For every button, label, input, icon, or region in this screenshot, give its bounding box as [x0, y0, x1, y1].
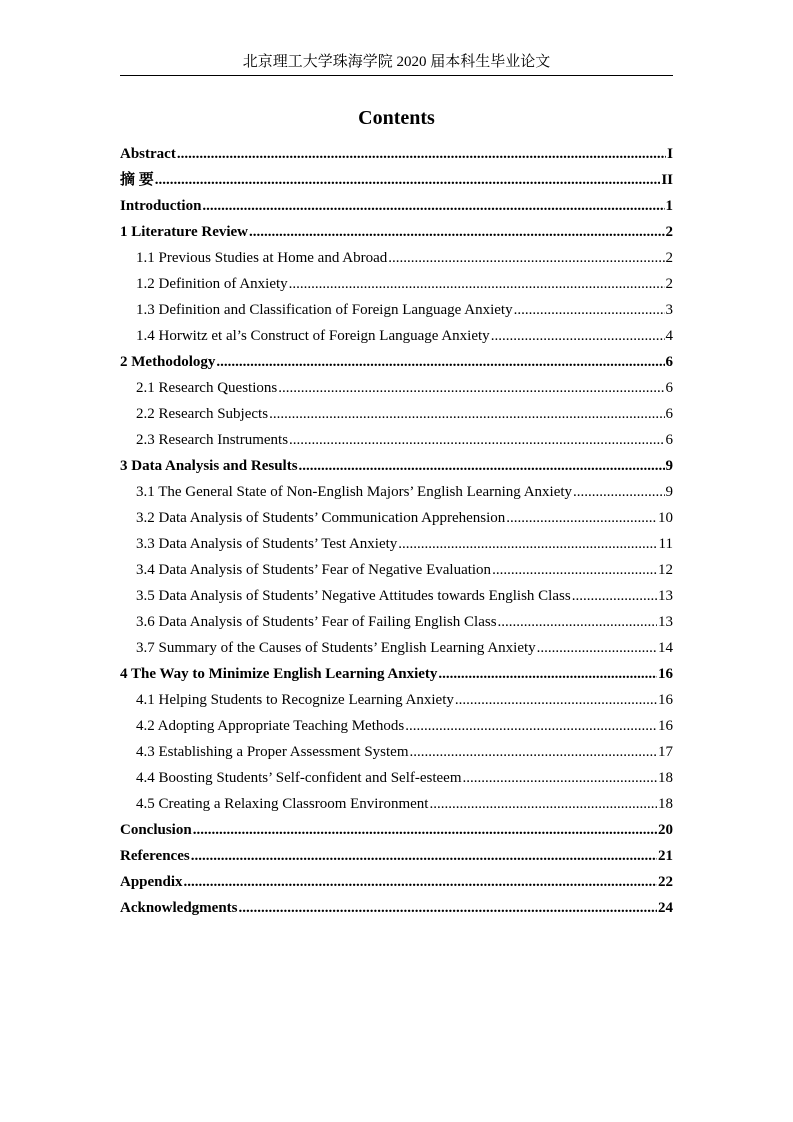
- toc-entry-page-number: 21: [658, 848, 673, 864]
- toc-entry[interactable]: [120, 505, 673, 531]
- toc-entry-page-number: I: [667, 146, 673, 162]
- toc-entry-page-number: 6: [665, 354, 673, 370]
- toc-entry-page-number: 6: [665, 380, 673, 396]
- toc-entry[interactable]: [120, 401, 673, 427]
- dot-leader: [463, 765, 658, 791]
- toc-entry-page-number: 16: [658, 718, 673, 734]
- toc-entry-label: 3.4 Data Analysis of Students’ Fear of Negative Evaluation: [136, 562, 492, 578]
- toc-entry[interactable]: [120, 687, 673, 713]
- toc-entry-page-number: 20: [658, 822, 673, 838]
- toc-entry[interactable]: [120, 869, 673, 895]
- page-title: Contents: [358, 107, 435, 129]
- toc-entry-label: 1 Literature Review: [120, 224, 249, 240]
- toc-entry[interactable]: [120, 531, 673, 557]
- toc-entry[interactable]: [120, 895, 673, 921]
- dot-leader: [491, 323, 665, 349]
- dot-leader: [429, 791, 657, 817]
- dot-leader: [239, 895, 657, 921]
- dot-leader: [193, 817, 657, 843]
- toc-entry-label: 3 Data Analysis and Results: [120, 458, 298, 474]
- toc-entry-page-number: 16: [658, 666, 673, 682]
- toc-entry[interactable]: [120, 609, 673, 635]
- toc-entry-label: 摘 要: [120, 172, 154, 188]
- toc-entry-label: 4.5 Creating a Relaxing Classroom Environment: [136, 796, 429, 812]
- toc-entry-label: 4.3 Establishing a Proper Assessment System: [136, 744, 409, 760]
- toc-entry-page-number: 13: [658, 588, 673, 604]
- toc-entry-page-number: II: [661, 172, 673, 188]
- dot-leader: [155, 167, 661, 193]
- toc-entry[interactable]: [120, 375, 673, 401]
- toc-entry-label: Abstract: [120, 146, 176, 162]
- toc-entry[interactable]: [120, 323, 673, 349]
- dot-leader: [438, 661, 657, 687]
- toc-entry-label: 4.4 Boosting Students’ Self-confident and Self-esteem: [136, 770, 462, 786]
- toc-entry[interactable]: [120, 297, 673, 323]
- toc-entry-label: 3.2 Data Analysis of Students’ Communication Apprehension: [136, 510, 506, 526]
- toc-entry-label: Introduction: [120, 198, 202, 214]
- toc-entry[interactable]: [120, 479, 673, 505]
- header-rule: [120, 75, 673, 76]
- toc-entry-label: 1.1 Previous Studies at Home and Abroad: [136, 250, 388, 266]
- toc-entry-page-number: 17: [658, 744, 673, 760]
- dot-leader: [573, 479, 664, 505]
- toc-entry-page-number: 13: [658, 614, 673, 630]
- toc-entry[interactable]: [120, 739, 673, 765]
- dot-leader: [289, 271, 665, 297]
- toc-entry-label: Appendix: [120, 874, 183, 890]
- toc-entry-label: 4.2 Adopting Appropriate Teaching Methods: [136, 718, 405, 734]
- toc-entry[interactable]: [120, 271, 673, 297]
- dot-leader: [216, 349, 664, 375]
- toc-entry-page-number: 22: [658, 874, 673, 890]
- dot-leader: [249, 219, 664, 245]
- toc-entry-label: 1.4 Horwitz et al’s Construct of Foreign Language Anxiety: [136, 328, 490, 344]
- toc-entry-page-number: 12: [658, 562, 673, 578]
- toc-entry-page-number: 2: [665, 250, 673, 266]
- toc-entry[interactable]: [120, 713, 673, 739]
- toc-entry-label: 3.7 Summary of the Causes of Students’ English Learning Anxiety: [136, 640, 536, 656]
- running-header: 北京理工大学珠海学院 2020 届本科生毕业论文: [242, 54, 551, 70]
- toc-entry-label: Acknowledgments: [120, 900, 238, 916]
- dot-leader: [572, 583, 657, 609]
- toc-entry[interactable]: [120, 557, 673, 583]
- toc-entry[interactable]: [120, 349, 673, 375]
- toc-entry-label: References: [120, 848, 190, 864]
- dot-leader: [278, 375, 664, 401]
- dot-leader: [405, 713, 657, 739]
- dot-leader: [269, 401, 664, 427]
- toc-entry[interactable]: [120, 193, 673, 219]
- dot-leader: [388, 245, 664, 271]
- toc-entry-label: 4 The Way to Minimize English Learning Anxiety: [120, 666, 438, 682]
- toc-entry-label: 2.3 Research Instruments: [136, 432, 289, 448]
- toc-entry-page-number: 2: [665, 276, 673, 292]
- dot-leader: [184, 869, 657, 895]
- dot-leader: [289, 427, 664, 453]
- dot-leader: [202, 193, 664, 219]
- toc-entry[interactable]: [120, 141, 673, 167]
- toc-entry-page-number: 14: [658, 640, 673, 656]
- toc-entry-label: Conclusion: [120, 822, 192, 838]
- dot-leader: [455, 687, 657, 713]
- toc-entry-page-number: 4: [665, 328, 673, 344]
- toc-entry[interactable]: [120, 245, 673, 271]
- dot-leader: [177, 141, 666, 167]
- toc-entry[interactable]: [120, 661, 673, 687]
- toc-entry-label: 1.2 Definition of Anxiety: [136, 276, 288, 292]
- dot-leader: [506, 505, 657, 531]
- dot-leader: [191, 843, 657, 869]
- toc-entry-page-number: 1: [665, 198, 673, 214]
- dot-leader: [398, 531, 657, 557]
- toc-entry-page-number: 9: [665, 484, 673, 500]
- toc-entry-page-number: 18: [658, 770, 673, 786]
- toc-entry-page-number: 24: [658, 900, 673, 916]
- dot-leader: [514, 297, 665, 323]
- toc-entry-label: 1.3 Definition and Classification of Foreign Language Anxiety: [136, 302, 513, 318]
- toc-entry-label: 3.6 Data Analysis of Students’ Fear of Failing English Class: [136, 614, 497, 630]
- dot-leader: [492, 557, 657, 583]
- toc-entry-page-number: 6: [665, 406, 673, 422]
- toc-entry[interactable]: [120, 635, 673, 661]
- toc-entry-label: 2.1 Research Questions: [136, 380, 278, 396]
- toc-entry-page-number: 18: [658, 796, 673, 812]
- toc-entry-page-number: 2: [665, 224, 673, 240]
- toc-entry[interactable]: [120, 167, 673, 193]
- toc-entry[interactable]: [120, 817, 673, 843]
- toc-entry-label: 2 Methodology: [120, 354, 216, 370]
- toc-entry[interactable]: [120, 219, 673, 245]
- toc-entry-label: 3.5 Data Analysis of Students’ Negative Attitudes towards English Class: [136, 588, 571, 604]
- toc-entry-label: 2.2 Research Subjects: [136, 406, 269, 422]
- toc-entry-label: 3.3 Data Analysis of Students’ Test Anxiety: [136, 536, 398, 552]
- toc-entry-page-number: 16: [658, 692, 673, 708]
- dot-leader: [537, 635, 657, 661]
- toc-entry-page-number: 11: [658, 536, 673, 552]
- toc-entry[interactable]: [120, 427, 673, 453]
- toc-entry[interactable]: [120, 583, 673, 609]
- toc-entry-page-number: 6: [665, 432, 673, 448]
- table-of-contents: [120, 141, 673, 921]
- toc-entry[interactable]: [120, 453, 673, 479]
- toc-entry-page-number: 3: [665, 302, 673, 318]
- toc-entry[interactable]: [120, 791, 673, 817]
- dot-leader: [498, 609, 657, 635]
- toc-entry-label: 3.1 The General State of Non-English Majors’ English Learning Anxiety: [136, 484, 573, 500]
- toc-entry-page-number: 10: [658, 510, 673, 526]
- toc-entry[interactable]: [120, 843, 673, 869]
- toc-entry-page-number: 9: [665, 458, 673, 474]
- toc-entry[interactable]: [120, 765, 673, 791]
- dot-leader: [299, 453, 665, 479]
- dot-leader: [410, 739, 658, 765]
- toc-entry-label: 4.1 Helping Students to Recognize Learning Anxiety: [136, 692, 454, 708]
